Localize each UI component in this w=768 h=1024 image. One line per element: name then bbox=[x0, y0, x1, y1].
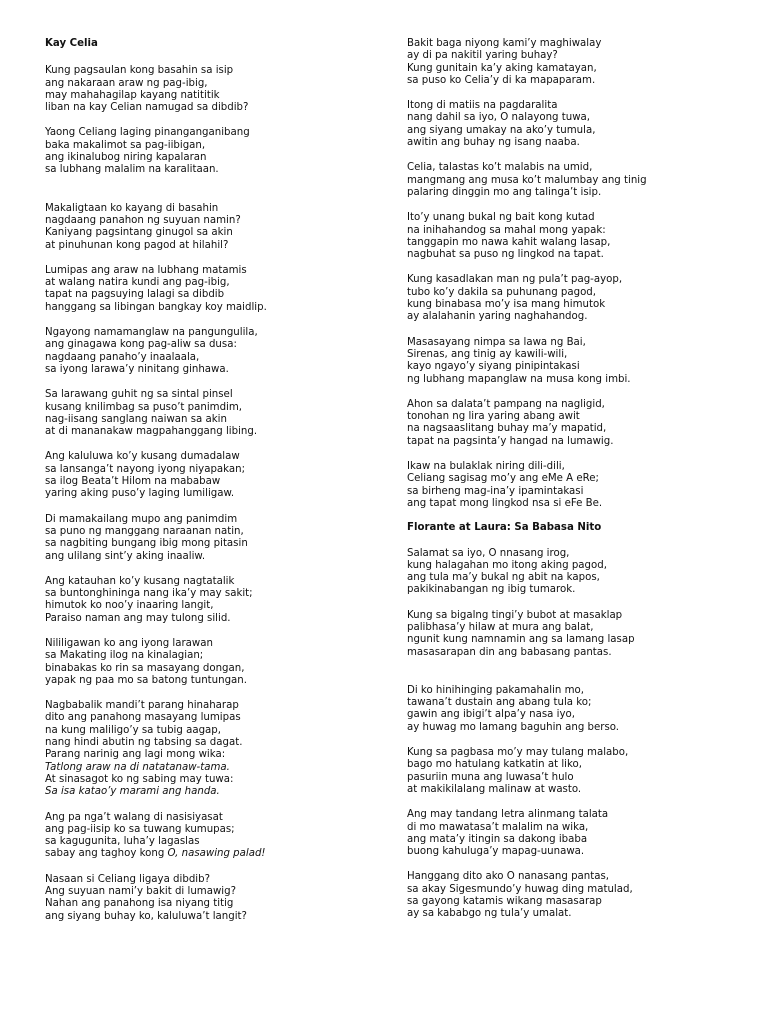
stanza bbox=[407, 274, 752, 323]
stanza bbox=[45, 265, 385, 314]
poem-line: hanggang sa libingan bangkay koy maidlip. bbox=[45, 301, 267, 313]
poem-line: Sirenas, ang tinig ay kawili-wili, bbox=[407, 348, 568, 360]
poem-line: Kung kasadlakan man ng pula’t pag-ayop, bbox=[407, 274, 623, 286]
stanza bbox=[407, 871, 752, 920]
stanza bbox=[407, 747, 752, 796]
poem-line: sa lubhang malalim na karalitaan. bbox=[45, 164, 219, 176]
stanza bbox=[45, 812, 385, 861]
poem-line bbox=[45, 848, 385, 860]
stanza bbox=[45, 874, 385, 923]
poem-line: tanggapin mo nawa kahit walang lasap, bbox=[407, 236, 611, 248]
poem-line: tawana’t dustain ang abang tula ko; bbox=[407, 697, 592, 709]
poem-line: na nagsaaslitang buhay ma’y mapatid, bbox=[407, 423, 607, 435]
poem-line: awitin ang buhay ng isang naaba. bbox=[407, 137, 580, 149]
stanza bbox=[45, 203, 385, 252]
poem-line: ang siyang buhay ko, kaluluwa’t langit? bbox=[45, 910, 247, 922]
stanza bbox=[407, 548, 752, 597]
poem-line: tapat na pagsuying lalagi sa dibdib bbox=[45, 289, 225, 301]
poem-line: Itong di matiis na pagdaralita bbox=[407, 100, 558, 112]
stanza bbox=[407, 162, 752, 199]
section-title-florante-at-laura: Florante at Laura: Sa Babasa Nito bbox=[407, 522, 602, 534]
poem-line: sa buntonghininga nang ika’y may sakit; bbox=[45, 588, 253, 600]
poem-line: sa gayong katamis wikang masasarap bbox=[407, 896, 602, 908]
poem-line: ang ginagawa kong pag-aliw sa dusa: bbox=[45, 339, 237, 351]
poem-line: Nagbabalik mandi’t parang hinaharap bbox=[45, 700, 239, 712]
poem-line: bago mo hatulang katkatin at liko, bbox=[407, 759, 583, 771]
poem-line: kung binabasa mo’y isa mang himutok bbox=[407, 299, 606, 311]
poem-line: Nililigawan ko ang iyong larawan bbox=[45, 637, 213, 649]
poem-line: Ang pa nga’t walang di nasisiyasat bbox=[45, 811, 223, 823]
poem-line: ngunit kung namnamin ang sa lamang lasap bbox=[407, 634, 635, 646]
poem-line: na kung maliligo’y sa tubig aagap, bbox=[45, 724, 221, 736]
poem-line-text: sabay ang taghoy kong bbox=[45, 848, 168, 860]
stanza bbox=[45, 576, 385, 625]
poem-line: Celiang sagisag mo’y ang eMe A eRe; bbox=[407, 473, 599, 485]
poem-line: palaring dinggin mo ang talinga’t isip. bbox=[407, 186, 602, 198]
poem-line: Nahan ang panahong isa niyang titig bbox=[45, 898, 234, 910]
poem-line: Nasaan si Celiang ligaya dibdib? bbox=[45, 873, 210, 885]
poem-line: Ikaw na bulaklak niring dili-dili, bbox=[407, 461, 565, 473]
stanza bbox=[407, 337, 752, 386]
poem-line: Tatlong araw na di natatanaw-tama. bbox=[45, 761, 230, 773]
poem-line: nang hindi abutin ng tabsing sa dagat. bbox=[45, 737, 243, 749]
poem-line: kayo ngayo’y siyang pinipintakasi bbox=[407, 361, 580, 373]
left-stanzas bbox=[45, 65, 385, 923]
stanza bbox=[45, 514, 385, 563]
stanza bbox=[407, 809, 752, 858]
poem-line: tubo ko’y dakila sa puhunang pagod, bbox=[407, 286, 597, 298]
poem-line: Ahon sa dalata’t pampang na nagligid, bbox=[407, 398, 605, 410]
stanza bbox=[407, 100, 752, 149]
poem-line: ang siyang umakay na ako’y tumula, bbox=[407, 124, 596, 136]
stanza bbox=[45, 451, 385, 500]
poem-line: at makikilalang malinaw at wasto. bbox=[407, 783, 582, 795]
poem-line: at di mananakaw magpahanggang libing. bbox=[45, 426, 258, 438]
stanza bbox=[407, 212, 752, 261]
stanza bbox=[407, 399, 752, 448]
poem-line: sa kagugunita, luha’y lagaslas bbox=[45, 836, 200, 848]
poem-line: Hanggang dito ako O nanasang pantas, bbox=[407, 871, 610, 883]
right-column bbox=[407, 38, 752, 921]
poem-line: may mahahagilap kayang natititik bbox=[45, 89, 220, 101]
stanza bbox=[407, 38, 752, 87]
poem-line: Kung sa bigalng tingi’y bubot at masaklap bbox=[407, 609, 623, 621]
poem-line: Kung gunitain ka’y aking kamatayan, bbox=[407, 62, 597, 74]
poem-line: tapat na pagsinta’y hangad na lumawig. bbox=[407, 435, 614, 447]
poem-line: masasarapan din ang babasang pantas. bbox=[407, 646, 612, 658]
poem-line: nag-iisang sanglang naiwan sa akin bbox=[45, 413, 227, 425]
poem-line: kusang knilimbag sa puso’t panimdim, bbox=[45, 401, 243, 413]
right-stanzas-top bbox=[407, 38, 752, 510]
poem-line: Ang may tandang letra alinmang talata bbox=[407, 809, 609, 821]
poem-line: nang dahil sa iyo, O nalayong tuwa, bbox=[407, 112, 591, 124]
poem-line: himutok ko noo’y inaaring langit, bbox=[45, 600, 214, 612]
poem-line: Makaligtaan ko kayang di basahin bbox=[45, 202, 219, 214]
poem-line: Lumipas ang araw na lubhang matamis bbox=[45, 264, 247, 276]
poem-line: binabakas ko rin sa masayang dongan, bbox=[45, 662, 245, 674]
poem-title-kay-celia: Kay Celia bbox=[45, 38, 98, 49]
poem-line: gawin ang ibigi’t alpa’y nasa iyo, bbox=[407, 709, 575, 721]
left-column bbox=[45, 38, 385, 923]
poem-line: Sa isa katao’y marami ang handa. bbox=[45, 786, 220, 798]
poem-line: At sinasagot ko ng sabing may tuwa: bbox=[45, 773, 234, 785]
poem-line: Kaniyang pagsintang ginugol sa akin bbox=[45, 227, 233, 239]
poem-line: ang tula ma’y bukal ng abit na kapos, bbox=[407, 572, 600, 584]
right-stanzas-bottom bbox=[407, 548, 752, 921]
poem-line: Parang narinig ang lagi mong wika: bbox=[45, 749, 226, 761]
stanza bbox=[45, 700, 385, 798]
poem-line: Ang katauhan ko’y kusang nagtatalik bbox=[45, 575, 235, 587]
stanza bbox=[45, 389, 385, 438]
poem-line: na inihahandog sa mahal mong yapak: bbox=[407, 224, 606, 236]
poem-line: ang mata’y itingin sa dakong ibaba bbox=[407, 833, 588, 845]
poem-line: sa lansanga’t nayong iyong niyapakan; bbox=[45, 463, 246, 475]
poem-line: Ang kaluluwa ko’y kusang dumadalaw bbox=[45, 451, 240, 463]
stanza bbox=[45, 65, 385, 114]
poem-line: ang ikinalubog niring kapalaran bbox=[45, 152, 207, 164]
poem-line: dito ang panahong masayang lumipas bbox=[45, 712, 241, 724]
poem-line: yaring aking puso’y laging lumiligaw. bbox=[45, 488, 235, 500]
poem-line: ang pag-iisip ko sa tuwang kumupas; bbox=[45, 823, 235, 835]
poem-line: Di ko hinihinging pakamahalin mo, bbox=[407, 684, 584, 696]
poem-line: ay huwag mo lamang baguhin ang berso. bbox=[407, 721, 620, 733]
poem-line: sa puno ng manggang naraanan natin, bbox=[45, 525, 244, 537]
poem-line: Di mamakailang mupo ang panimdim bbox=[45, 513, 238, 525]
poem-line: ay alalahanin yaring naghahandog. bbox=[407, 311, 588, 323]
stanza bbox=[407, 461, 752, 510]
poem-line: nagdaang panahon ng suyuan namin? bbox=[45, 214, 241, 226]
poem-line: nagbuhat sa puso ng lingkod na tapat. bbox=[407, 249, 604, 261]
stanza bbox=[45, 127, 385, 176]
poem-line: pasuriin muna ang luwasa’t hulo bbox=[407, 771, 574, 783]
poem-line: sa akay Sigesmundo’y huwag ding matulad, bbox=[407, 883, 633, 895]
poem-line: sa iyong larawa’y ninitang ginhawa. bbox=[45, 363, 229, 375]
poem-line: Paraiso naman ang may tulong silid. bbox=[45, 612, 231, 624]
poem-line: liban na kay Celian namugad sa dibdib? bbox=[45, 102, 249, 114]
poem-line: Bakit baga niyong kami’y maghiwalay bbox=[407, 38, 602, 49]
stanza bbox=[407, 685, 752, 734]
poem-line: ang nakaraan araw ng pag-ibig, bbox=[45, 77, 208, 89]
poem-line: sa puso ko Celia’y di ka mapaparam. bbox=[407, 74, 596, 86]
poem-line: ay sa kababgo ng tula’y umalat. bbox=[407, 908, 572, 920]
poem-line: at walang natira kundi ang pag-ibig, bbox=[45, 277, 230, 289]
poem-line: mangmang ang musa ko’t malumbay ang tinig bbox=[407, 174, 647, 186]
poem-line-italic: O, nasawing palad! bbox=[167, 848, 266, 860]
poem-line: Sa larawang guhit ng sa sintal pinsel bbox=[45, 389, 233, 401]
poem-line: di mo mawatasa’t malalim na wika, bbox=[407, 821, 589, 833]
poem-line: Ang suyuan nami’y bakit di lumawig? bbox=[45, 886, 236, 898]
poem-line: nagdaang panaho’y inaalaala, bbox=[45, 351, 200, 363]
poem-line: baka makalimot sa pag-iibigan, bbox=[45, 139, 206, 151]
poem-line: pakikinabangan ng ibig tumarok. bbox=[407, 584, 576, 596]
poem-line: sa birheng mag-ina’y ipamintakasi bbox=[407, 485, 584, 497]
poem-line: Kung sa pagbasa mo’y may tulang malabo, bbox=[407, 747, 629, 759]
poem-line: buong kahuluga’y mapag-uunawa. bbox=[407, 846, 585, 858]
poem-line: Celia, talastas ko’t malabis na umid, bbox=[407, 162, 593, 174]
poem-line: yapak ng paa mo sa batong tuntungan. bbox=[45, 674, 247, 686]
poem-line: Kung pagsaulan kong basahin sa isip bbox=[45, 65, 234, 77]
poem-line: kung halagahan mo itong aking pagod, bbox=[407, 559, 607, 571]
poem-line: ng lubhang mapanglaw na musa kong imbi. bbox=[407, 373, 631, 385]
stanza bbox=[407, 610, 752, 659]
poem-line: sa nagbiting bungang ibig mong pitasin bbox=[45, 538, 248, 550]
poem-line: tonohan ng lira yaring abang awit bbox=[407, 411, 580, 423]
poem-line: sa ilog Beata’t Hilom na mababaw bbox=[45, 476, 221, 488]
stanza bbox=[45, 327, 385, 376]
poem-line: ang tapat mong lingkod nsa si eFe Be. bbox=[407, 497, 603, 509]
poem-line: Salamat sa iyo, O nnasang irog, bbox=[407, 547, 570, 559]
poem-line: at pinuhunan kong pagod at hilahil? bbox=[45, 239, 229, 251]
stanza bbox=[45, 638, 385, 687]
poem-line: ay di pa nakitil yaring buhay? bbox=[407, 50, 558, 62]
poem-line: palibhasa’y hilaw at mura ang balat, bbox=[407, 621, 594, 633]
poem-line: Ito’y unang bukal ng bait kong kutad bbox=[407, 212, 595, 224]
poem-line: Masasayang nimpa sa lawa ng Bai, bbox=[407, 336, 586, 348]
poem-line: Ngayong namamanglaw na pangungulila, bbox=[45, 327, 258, 339]
poem-line: Yaong Celiang laging pinanganganibang bbox=[45, 127, 250, 139]
poem-line: ang ulilang sint’y aking inaaliw. bbox=[45, 550, 206, 562]
poem-line: sa Makating ilog na kinalagian; bbox=[45, 650, 204, 662]
